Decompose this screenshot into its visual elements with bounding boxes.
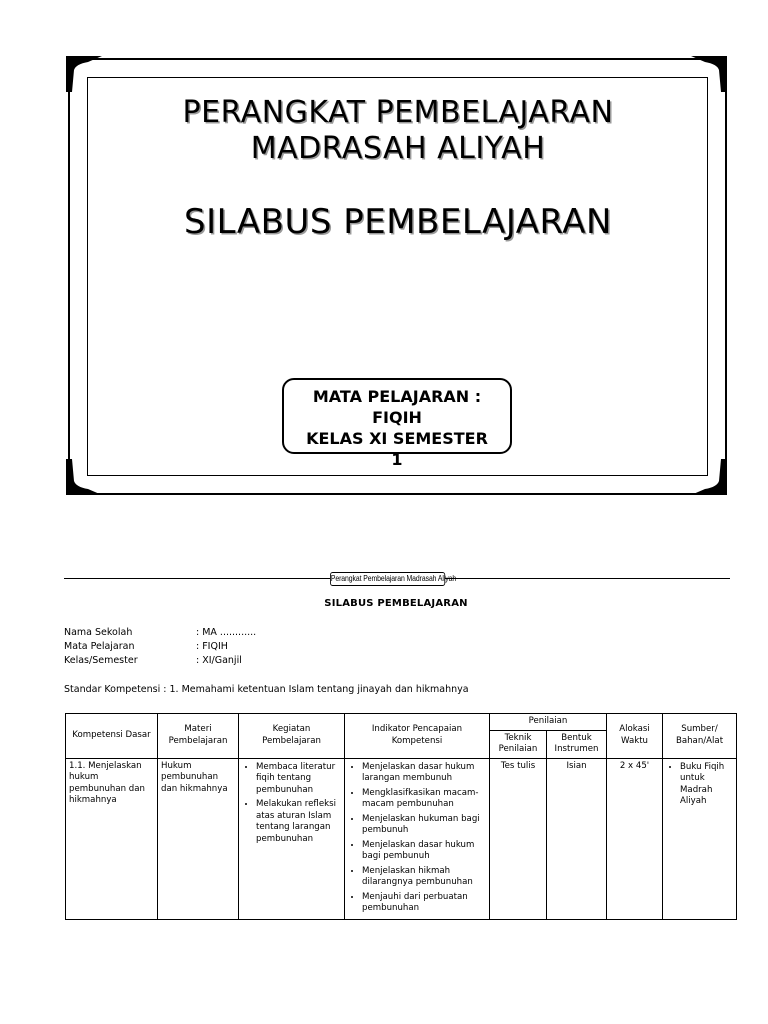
header-indikator: Indikator Pencapaian Kompetensi (345, 714, 490, 759)
info-row-subject (64, 640, 464, 654)
list-item: • Buku Fiqih untuk Madrah Aliyah (680, 761, 733, 808)
header-kegiatan: Kegiatan Pembelajaran (239, 714, 345, 759)
list-item: • Melakukan refleksi atas aturan Islam tentang larangan pembunuhan (256, 798, 341, 845)
header-penilaian: Penilaian (490, 714, 607, 731)
document-title: SILABUS PEMBELAJARAN (324, 598, 468, 609)
page-header-badge: Perangkat Pembelajaran Madrasah Aliyah (330, 572, 445, 586)
header-kompetensi-dasar: Kompetensi Dasar (66, 714, 158, 759)
info-label: Nama Sekolah (64, 627, 133, 638)
info-value: : MA ............ (196, 627, 257, 638)
list-item: • Membaca literatur fiqih tentang pembunuhan (256, 761, 341, 797)
header-alokasi: Alokasi Waktu (607, 714, 663, 759)
header-sumber: Sumber/ Bahan/Alat (663, 714, 737, 759)
standar-kompetensi: Standar Kompetensi : 1. Memahami ketentuan Islam tentang jinayah dan hikmahnya (64, 684, 469, 695)
subject-box (282, 378, 512, 469)
cell-materi: Hukum pembunuhan dan hikmahnya (158, 758, 239, 919)
header-teknik: Teknik Penilaian (490, 730, 547, 758)
info-label: Kelas/Semester (64, 655, 138, 666)
cover-title-line-2: MADRASAH ALIYAH (250, 131, 546, 166)
subject-name: FIQIH (372, 408, 422, 427)
info-label: Mata Pelajaran (64, 641, 135, 652)
info-value: : FIQIH (196, 641, 228, 652)
info-value: : XI/Ganjil (196, 655, 242, 666)
cell-teknik: Tes tulis (490, 758, 547, 919)
cell-kompetensi-dasar: 1.1. Menjelaskan hukum pembunuhan dan hikmahnya (66, 758, 158, 919)
list-item: • Mengklasifkasikan macam-macam pembunuhan (362, 787, 486, 811)
list-item: • Menjelaskan hukuman bagi pembunuh (362, 813, 486, 837)
cell-sumber (663, 758, 737, 919)
cover-main-title: SILABUS PEMBELAJARAN (184, 202, 612, 242)
subject-label: MATA PELAJARAN : (312, 387, 482, 406)
corner-ornament-bottom-right (691, 459, 727, 495)
cell-indikator (345, 758, 490, 919)
class-semester-label: KELAS XI SEMESTER (306, 429, 488, 448)
corner-ornament-top-right (691, 56, 727, 92)
corner-ornament-bottom-left (66, 459, 102, 495)
list-item: • Menjelaskan hikmah dilarangnya pembunuhan (362, 865, 486, 889)
corner-ornament-top-left (66, 56, 102, 92)
list-item: • Menjelaskan dasar hukum larangan membunuh (362, 761, 486, 785)
list-item: • Menjelaskan dasar hukum bagi pembunuh (362, 839, 486, 863)
syllabus-table (65, 713, 737, 920)
header-bentuk: Bentuk Instrumen (547, 730, 607, 758)
cell-alokasi: 2 x 45' (607, 758, 663, 919)
school-info (64, 626, 464, 668)
semester-number: 1 (391, 450, 403, 469)
info-row-school (64, 626, 464, 640)
list-item: • Menjauhi dari perbuatan pembunuhan (362, 891, 486, 915)
cover-title-line-1: PERANGKAT PEMBELAJARAN (182, 95, 614, 130)
cell-kegiatan (239, 758, 345, 919)
info-row-class (64, 654, 464, 668)
table-row (66, 758, 737, 919)
header-materi: Materi Pembelajaran (158, 714, 239, 759)
cell-bentuk: Isian (547, 758, 607, 919)
